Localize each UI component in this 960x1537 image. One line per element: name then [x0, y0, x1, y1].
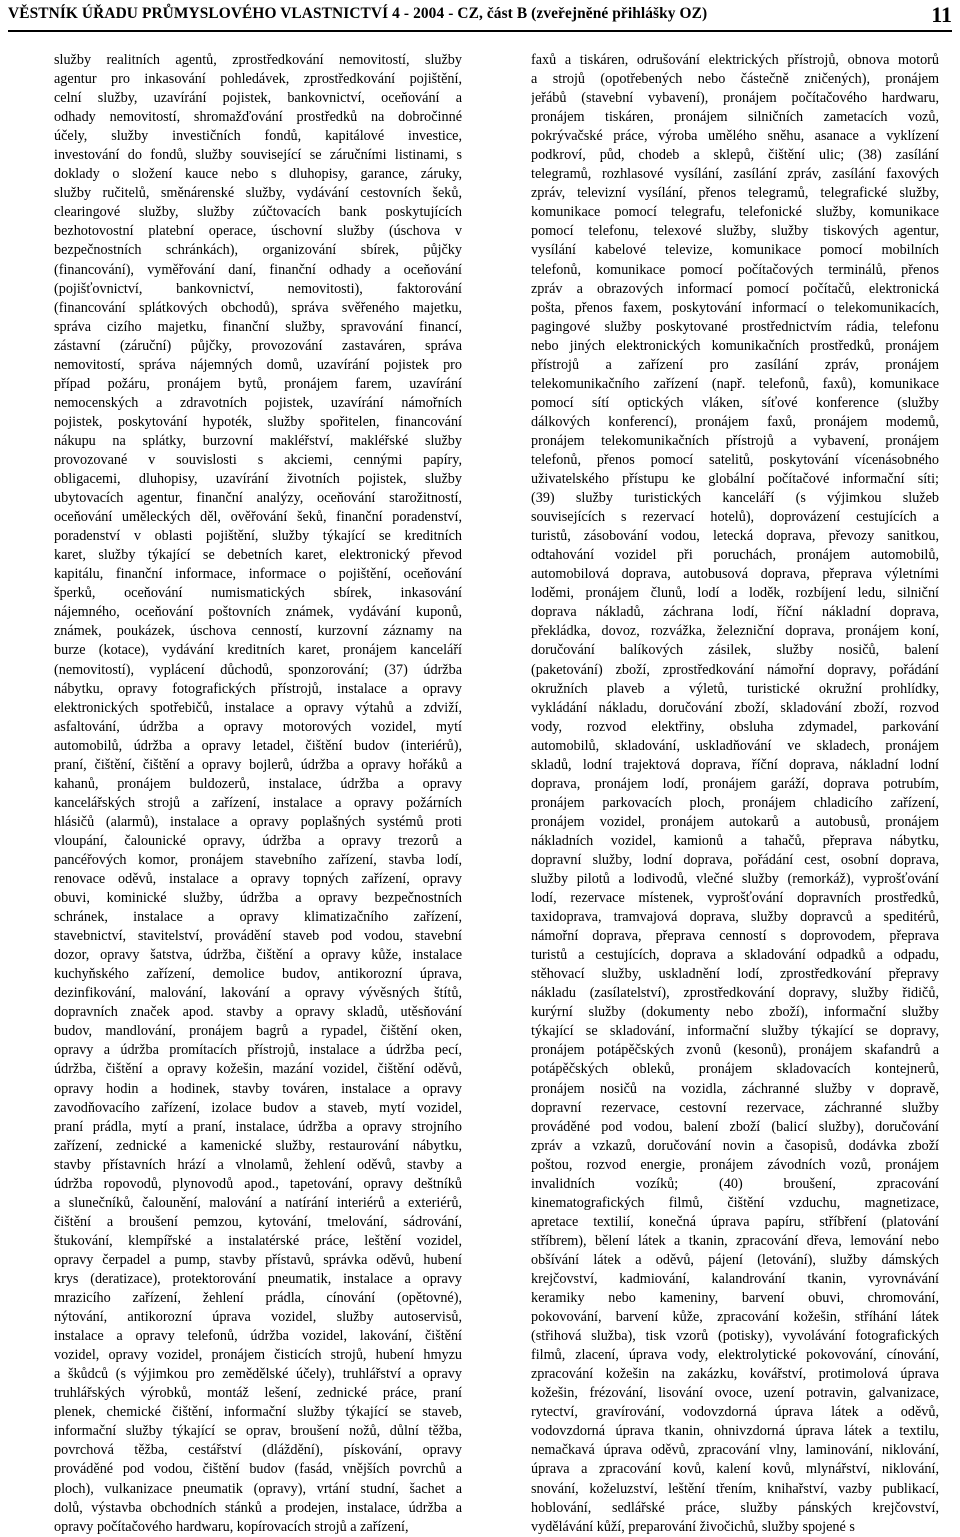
- text-line: doklady o složení kauce nebo s dluhopisy, garance, záruky,: [54, 166, 462, 183]
- text-line: kožešin, frézování, lisování ovoce, uzení potravin, galvanizace,: [531, 1385, 939, 1402]
- text-line: služby ručitelů, směnárenské služby, vydávání cestovních šeků,: [54, 185, 462, 202]
- text-line: případ požáru, pronájem bytů, pronájem farem, uzavírání: [54, 375, 462, 392]
- text-line: stěhovací služby, uskladnění lodí, zprostředkování přepravy: [531, 966, 939, 983]
- page-number: 11: [931, 2, 952, 27]
- text-line: dálkových konferencí), pronájem faxů, pronájem modemů,: [531, 413, 939, 430]
- text-line: opravy a údržba promítacích přístrojů, instalace a údržba pecí,: [54, 1042, 462, 1059]
- text-line: stavebnictví, stavitelství, provádění staveb pod vodou, stavební: [54, 928, 462, 945]
- text-line: zpráv a obrazových informací pomocí počítačů, elektronická: [531, 280, 939, 297]
- text-line: (pojišťovnictví, bankovnictví, nemovitosti), faktorování: [54, 280, 462, 297]
- text-line: námořní doprava, přeprava cenností s doprovodem, přeprava: [531, 928, 939, 945]
- text-line: šperků, oceňování numismatických sbírek, inkasování: [54, 585, 462, 602]
- text-line: (financování splátkových obchodů), správa svěřeného majetku,: [54, 299, 462, 316]
- text-line: oceňování uměleckých děl, ověřování šeků, finanční poradenství,: [54, 509, 462, 526]
- text-line: pagingové služby poskytované prostřednictvím rádia, telefonu: [531, 318, 939, 335]
- text-line: čištění a broušení pemzou, kytování, tmelování, sádrování,: [54, 1213, 462, 1230]
- text-line: budov, mandlování, pronájem bagrů a rypadel, čištění oken,: [54, 1023, 462, 1040]
- text-line: týkající se skladování, informační služby týkající se dopravy,: [531, 1023, 939, 1040]
- text-line: ploch), vulkanizace pneumatik (opravy), vrtání studní, šachet a: [54, 1480, 462, 1497]
- text-line: (střihová služba), tisk vzorů (potisky), vyvolávání fotografických: [531, 1328, 939, 1345]
- text-line: asfaltování, údržba a opravy motorových vozidel, mytí: [54, 718, 462, 735]
- text-line: vydělávání kůží, preparování živočichů, služby spojené s: [531, 1518, 855, 1535]
- text-line: pomocí sítí optických vláken, síťové konference (služby: [531, 394, 939, 411]
- text-line: přístrojů a zařízení pro zasílání zpráv, pronájem: [531, 356, 939, 373]
- text-line: pokrývačské práce, výroba umělého sněhu, asanace a vyklízení: [531, 128, 939, 145]
- text-line: nákupu na splátky, burzovní makléřství, makléřské služby: [54, 432, 462, 449]
- text-line: truhlářských výrobků, montáž lešení, zednické práce, praní: [54, 1385, 462, 1402]
- text-line: zavodňovacího zařízení, izolace budov a staveb, mytí vozidel,: [54, 1099, 462, 1116]
- text-line: keramiky nebo kameniny, barvení obuvi, chromování,: [531, 1290, 939, 1307]
- text-line: údržba ropovodů, plynovodů apod., tapetování, opravy deštníků: [54, 1175, 462, 1192]
- text-line: pronájem parkovacích ploch, pronájem chladicího zařízení,: [531, 794, 939, 811]
- text-line: nemocenských a zdravotních pojistek, uzavírání námořních: [54, 394, 462, 411]
- text-line: investování do fondů, služby související se záručními listinami, s: [54, 147, 462, 164]
- text-line: mrazicího zařízení, žehlení prádla, cínování (opětovné),: [54, 1290, 462, 1307]
- text-line: známek, poukázek, úschova cenností, kurzovní záznamy na: [54, 623, 462, 640]
- text-line: krys (deratizace), protektorování pneumatik, instalace a opravy: [54, 1271, 462, 1287]
- text-line: účely, služby investičních fondů, kapitálové investice,: [54, 128, 462, 145]
- text-line: hoblování, sedlářské práce, služby pánských krejčovství,: [531, 1499, 939, 1516]
- text-line: dopravní rezervace, cestovní rezervace, záchranné služby: [531, 1099, 939, 1116]
- text-line: nebo jiných elektronických komunikačních prostředků, pronájem: [531, 337, 939, 354]
- text-line: (nemovitostí), vyplácení důchodů, sponzorování; (37) údržba: [54, 661, 462, 678]
- text-line: jeřábů (stavební vybavení), pronájem počítačového hardwaru,: [531, 90, 939, 107]
- text-line: clearingové služby, služby zúčtovacích bank poskytujících: [54, 204, 462, 221]
- text-line: invalidních vozíků; (40) broušení, zpracování: [531, 1175, 939, 1192]
- text-line: burze (kotace), vydávání kreditních karet, pronájem kanceláří: [54, 642, 462, 659]
- text-line: apretace textilií, konečná úprava papíru, stříbření (platování: [531, 1213, 939, 1230]
- text-line: podkroví, půd, chodeb a sklepů, čištění ulic; (38) zasílání: [531, 147, 939, 164]
- text-line: pronájem telekomunikačních přístrojů a vybavení, pronájem: [531, 432, 939, 449]
- text-line: snování, koželuzství, leštění třením, knihařství, vazby publikací,: [531, 1480, 939, 1497]
- text-line: nákladních vozidel, kamionů a tahačů, přeprava nábytku,: [531, 832, 939, 849]
- text-line: zařízení, zednické a kamenické služby, restaurování nábytku,: [54, 1137, 462, 1154]
- text-line: skladů, lodní trajektová doprava, říční doprava, nákladní lodní: [531, 756, 939, 773]
- text-line: kapitálu, finanční informace, informace o pojištění, oceňování: [54, 566, 462, 583]
- text-line: nákladu (zasílatelství), zprostředkování dopravy, služby řidičů,: [531, 985, 939, 1002]
- text-line: doručování balíkových zásilek, služby nosičů, balení: [531, 642, 939, 659]
- text-line: pronájem nosičů na vozidla, záchranné služby v dopravě,: [531, 1080, 939, 1097]
- text-line: pancéřových komor, pronájem stavebního zařízení, stavba lodí,: [54, 851, 462, 868]
- text-line: provozované v souvislosti s akciemi, cennými papíry,: [54, 451, 462, 468]
- text-line: a škůdců (s výjimkou pro zemědělské účely), truhlářství a opravy: [54, 1366, 462, 1383]
- text-line: souvisejících s rezervací hotelů), doprovázení cestujících a: [531, 509, 939, 526]
- text-line: prováděné pod vodou, čištění budov (fasád, vnějších povrchů a: [54, 1461, 462, 1478]
- text-line: hlásičů (alarmů), instalace a opravy poplašných systémů proti: [54, 813, 462, 830]
- text-line: dezinfikování, malování, lakování a opravy vývěsných štítů,: [54, 985, 462, 1002]
- left-text-column: [54, 51, 462, 1537]
- text-line: opravy čerpadel a pump, stavby přístavů, správka oděvů, hubení: [54, 1251, 462, 1268]
- text-line: renovace oděvů, instalace a opravy topných zařízení, opravy: [54, 871, 462, 888]
- text-line: služby pilotů a lodivodů, vlečné služby (remorkáž), vyprošťování: [531, 871, 939, 888]
- text-line: dolů, výstavba obchodních stánků a prodejen, instalace, údržba a: [54, 1499, 462, 1516]
- text-line: dopravních značek apod. stavby a opravy skladů, utěsňování: [54, 1004, 462, 1021]
- text-line: služby realitních agentů, zprostředkování nemovitostí, služby: [54, 52, 462, 68]
- text-line: údržba, čištění a opravy kožešin, mazání vozidel, čištění oděvů,: [54, 1061, 462, 1078]
- text-line: štukování, klempířské a instalatérské práce, leštění vozidel,: [54, 1232, 462, 1249]
- text-line: kahanů, pronájem buldozerů, instalace, údržba a opravy: [54, 775, 462, 792]
- text-line: (39) služby turistických kanceláří (s výjimkou služeb: [531, 490, 939, 507]
- text-line: překládka, dovoz, rozvážka, železniční doprava, pronájem koní,: [531, 623, 939, 640]
- text-line: zástavní (záruční) půjčky, provozování zastaváren, správa: [54, 337, 462, 354]
- text-line: vozidel, opravy vozidel, pronájem čisticích strojů, hubení hmyzu: [54, 1347, 462, 1364]
- text-line: a strojů (opotřebených nebo částečně zničených), pronájem: [531, 71, 939, 88]
- text-line: stříbrem), bělení látek a tkanin, zpracování dřeva, lemování nebo: [531, 1232, 939, 1249]
- text-line: celní služby, uzavírání pojistek, bankovnictví, oceňování a: [54, 90, 462, 107]
- text-line: taxidoprava, tramvajová doprava, služby dopravců a speditérů,: [531, 909, 939, 926]
- text-line: nábytku, opravy fotografických přístrojů, instalace a opravy: [54, 680, 462, 697]
- text-line: bezhotovostní platební operace, úschovní služby (úschova v: [54, 223, 462, 240]
- text-line: povrchová těžba, cestářství (dláždění), pískování, opravy: [54, 1442, 462, 1459]
- text-line: doprava nákladů, záchrana lodí, říční nákladní doprava,: [531, 604, 939, 621]
- text-line: nájemného, oceňování poštovních známek, vydávání kuponů,: [54, 604, 462, 621]
- text-line: pokovování, barvení kůže, zpracování kožešin, stříhání látek: [531, 1309, 939, 1326]
- text-line: komunikace pomocí telegrafu, telefonické služby, komunikace: [531, 204, 939, 221]
- text-line: telefonů, přenos pomocí satelitů, poskytování vícenásobného: [531, 451, 939, 468]
- text-line: elektronických spotřebičů, instalace a opravy výtahů a zdviží,: [54, 699, 462, 716]
- text-line: kancelářských strojů a zařízení, instalace a opravy požárních: [54, 794, 462, 811]
- text-line: pronájem potápěčských zvonů (kesonů), pronájem skafandrů a: [531, 1042, 939, 1059]
- text-line: úprava a zpracování kovů, kalení kovů, mlynářství, niklování,: [531, 1461, 939, 1478]
- text-line: automobilová doprava, autobusová doprava, přeprava výletními: [531, 566, 939, 583]
- text-line: stavby přístavních hrází a vlnolamů, žehlení oděvů, stavby a: [54, 1156, 462, 1173]
- text-line: opravy hodin a hodinek, stavby továren, instalace a opravy: [54, 1080, 462, 1097]
- text-line: kurýrní služby (dokumenty nebo zboží), informační služby: [531, 1004, 939, 1021]
- text-line: obšívání látek a oděvů, pájení (letování), služby dámských: [531, 1251, 939, 1268]
- text-line: plenek, chemické čištění, informační služby týkající se staveb,: [54, 1404, 462, 1421]
- text-line: vysílání kabelové televize, komunikace pomocí mobilních: [531, 242, 939, 259]
- text-line: dozor, opravy šatstva, údržba, čištění a opravy kůže, instalace: [54, 947, 462, 964]
- text-line: (financování), vyměřování daní, finanční odhady a oceňování: [54, 261, 462, 278]
- text-line: pronájem tiskáren, pronájem silničních zametacích vozů,: [531, 109, 939, 126]
- text-line: a slunečníků, čalounění, malování a natírání interiérů a exteriérů,: [54, 1194, 462, 1211]
- text-line: poštou, rozvod energie, pronájem závodních vozů, pronájem: [531, 1156, 939, 1173]
- text-line: instalace a opravy telefonů, údržba vozidel, lakování, čištění: [54, 1328, 462, 1345]
- text-line: odhady nemovitostí, shromažďování prostředků na dobročinné: [54, 109, 462, 126]
- text-line: kinematografických filmů, čištění vzduchu, magnetizace,: [531, 1194, 939, 1211]
- text-line: vody, rozvod elektřiny, obsluha zdymadel, parkování: [531, 718, 939, 735]
- text-line: pomocí telefonu, telexové služby, služby tiskových agentur,: [531, 223, 939, 240]
- text-line: opravy počítačového hardwaru, kopírovacích strojů a zařízení,: [54, 1518, 409, 1535]
- text-line: poradenství v oblasti pojištění, služby týkající se kreditních: [54, 528, 462, 545]
- text-line: telegramů, rozhlasové vysílání, zasílání zpráv, zasílání faxových: [531, 166, 939, 183]
- text-line: vykládání nákladu, doručování zboží, skladování zboží, rozvod: [531, 699, 939, 716]
- text-line: rytectví, gravírování, vodovzdorná úprava látek a oděvů,: [531, 1404, 939, 1421]
- text-line: zpráv, televizní vysílání, přenos telegramů, telegrafické služby,: [531, 185, 939, 202]
- text-line: lodí, rezervace místenek, vyprošťování dopravních prostředků,: [531, 890, 939, 907]
- text-line: turistů, zásobování vodou, letecká doprava, převozy sanitkou,: [531, 528, 939, 545]
- text-line: praní prádla, mytí a praní, instalace, údržba a opravy strojního: [54, 1118, 462, 1135]
- text-line: ubytovacích agentur, finanční analýzy, oceňování starožitností,: [54, 490, 462, 507]
- text-line: vodovzdorná úprava tkanin, ohnivzdorná úprava látek a textilu,: [531, 1423, 939, 1440]
- text-line: kuchyňského zařízení, demolice budov, antikorozní úprava,: [54, 966, 462, 983]
- text-line: pojistek, poskytování hypoték, služby spořitelen, financování: [54, 413, 462, 430]
- header-title: VĚSTNÍK ÚŘADU PRŮMYSLOVÉHO VLASTNICTVÍ 4 - 2004 - CZ, část B (zveřejněné přihlášky OZ): [8, 5, 708, 22]
- text-line: potápěčských obleků, pronájem skladovacích kontejnerů,: [531, 1061, 939, 1078]
- right-text-column: [531, 51, 939, 1537]
- text-line: schránek, instalace a opravy klimatizačního zařízení,: [54, 909, 462, 926]
- text-line: automobilů, skladování, uskladňování ve skladech, pronájem: [531, 737, 939, 754]
- text-line: prováděné pod vodou, balení zboží (balicí služby), doručování: [531, 1118, 939, 1135]
- text-line: praní, čištění, čištění a opravy bojlerů, údržba a opravy hořáků a: [54, 756, 462, 773]
- text-line: doprava, pronájem lodí, pronájem garáží, doprava potrubím,: [531, 775, 939, 792]
- text-line: telefonů, komunikace pomocí počítačových terminálů, přenos: [531, 261, 939, 278]
- text-line: nemovitostí, správa nájemných domů, uzavírání pojistek pro: [54, 356, 462, 373]
- text-line: odtahování vozidel při poruchách, pronájem automobilů,: [531, 547, 939, 564]
- text-line: bezpečnostních schránkách), organizování sbírek, půjčky: [54, 242, 462, 259]
- text-line: filmů, zlacení, úprava vody, elektrolytické pokovování, cínování,: [531, 1347, 939, 1364]
- text-line: zpracování kožešin na zakázku, kovářství, protimolová úprava: [531, 1366, 939, 1383]
- text-line: automobilů, údržba a opravy letadel, čištění budov (interiérů),: [54, 737, 462, 754]
- text-line: pošta, přenos faxem, poskytování informací o telekomunikacích,: [531, 299, 939, 316]
- text-line: krejčovství, kadmiování, kalandrování tkanin, vyrovnávání: [531, 1271, 939, 1287]
- text-line: obligacemi, dluhopisy, uzavírání životních pojistek, služby: [54, 471, 462, 488]
- text-line: nemačkavá úprava oděvů, zpracování vlny, laminování, niklování,: [531, 1442, 939, 1459]
- text-line: telekomunikačního zařízení (např. telefonů, faxů), komunikace: [531, 375, 939, 392]
- text-line: nýtování, antikorozní úprava vozidel, služby autoservisů,: [54, 1309, 462, 1326]
- text-line: karet, služby týkající se debetních karet, elektronický převod: [54, 547, 462, 564]
- text-line: pronájem vozidel, pronájem autokarů a autobusů, pronájem: [531, 813, 939, 830]
- text-line: loděmi, pronájem člunů, lodí a loděk, rozbíjení ledu, silniční: [531, 585, 939, 602]
- text-line: obuvi, kominické služby, údržba a opravy bezpečnostních: [54, 890, 462, 907]
- text-line: dopravní služby, lodní doprava, pořádání cest, osobní doprava,: [531, 851, 939, 868]
- text-line: informační služby týkající se oprav, broušení nožů, důlní těžba,: [54, 1423, 462, 1440]
- text-line: agentur pro inkasování pohledávek, zprostředkování pojištění,: [54, 71, 462, 88]
- text-line: (paketování) zboží, zprostředkování námořní dopravy, pořádání: [531, 661, 939, 678]
- text-line: správa cizího majetku, finanční služby, spravování financí,: [54, 318, 462, 335]
- page-header: [8, 2, 952, 32]
- text-line: zpráv a vzkazů, doručování novin a časopisů, dodávka zboží: [531, 1137, 939, 1154]
- text-line: okružních plaveb a výletů, turistické okružní prohlídky,: [531, 680, 939, 697]
- text-line: vloupání, čalounické opravy, údržba a opravy trezorů a: [54, 832, 462, 849]
- text-line: turistů a cestujících, doprava a skladování odpadků a odpadu,: [531, 947, 939, 964]
- text-line: uživatelského přístupu ke globální počítačové informační síti;: [531, 471, 939, 488]
- text-line: faxů a tiskáren, odrušování elektrických přístrojů, obnova motorů: [531, 52, 939, 68]
